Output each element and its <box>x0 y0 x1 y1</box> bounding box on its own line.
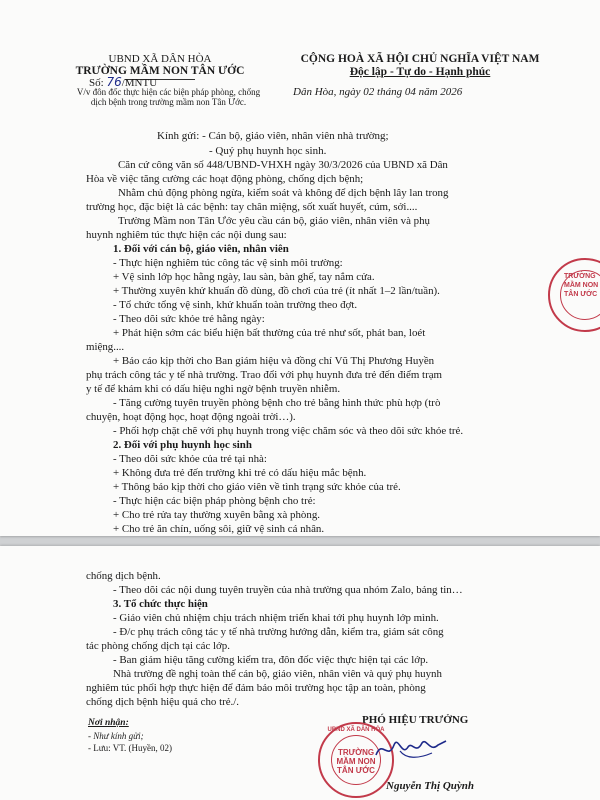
recipients-line-1: Kính gửi: - Cán bộ, giáo viên, nhân viên nhà trường; <box>157 130 389 142</box>
body-line: Nhà trường đề nghị toàn thể cán bộ, giáo viên, nhân viên và quý phụ huynh <box>113 668 442 680</box>
page2-content <box>0 546 600 800</box>
body-line: chuyện, hoạt động học, hoạt động ngoài trời…). <box>86 411 296 423</box>
issuer-school: TRƯỜNG MẦM NON TÂN ƯỚC <box>75 65 245 77</box>
handwritten-signature <box>372 731 452 767</box>
section-heading-3: 3. Tổ chức thực hiện <box>113 598 208 610</box>
issuer-header <box>56 53 264 77</box>
partial-stamp-text-1: TRƯỜNG <box>564 273 596 280</box>
stamp-arc-text: UBND XÃ DÂN HÒA <box>327 727 385 733</box>
body-line: - Tổ chức tổng vệ sinh, khử khuẩn toàn trường theo đợt. <box>113 299 358 311</box>
signer-position: PHÓ HIỆU TRƯỞNG <box>362 714 469 726</box>
body-line: + Vệ sinh lớp học hằng ngày, lau sàn, bàn ghế, tay nắm cửa. <box>113 271 375 283</box>
nation-motto: Độc lập - Tự do - Hạnh phúc <box>349 66 491 78</box>
national-header <box>280 53 560 79</box>
doc-subject: V/v đôn đốc thực hiện các biện pháp phòng, chống dịch bệnh trong trường mầm non Tân Ước. <box>76 87 261 107</box>
body-line: + Cho trẻ ăn chín, uống sôi, giữ vệ sinh cá nhân. <box>113 523 325 535</box>
body-line: - Thực hiện các biện pháp phòng bệnh cho trẻ: <box>113 495 316 507</box>
body-line: Hòa về việc tăng cường các hoạt động phòng, chống dịch bệnh; <box>86 173 364 185</box>
body-line: Nhằm chủ động phòng ngừa, kiểm soát và không để dịch bệnh lây lan trong <box>118 187 449 199</box>
body-line: chống dịch bệnh. <box>86 570 161 582</box>
signer-name: Nguyễn Thị Quỳnh <box>386 780 475 792</box>
partial-stamp-text-3: TÂN ƯỚC <box>564 291 598 298</box>
doc-number-prefix: Số: <box>89 77 104 89</box>
body-line: - Theo dõi sức khỏe của trẻ tại nhà: <box>113 453 267 465</box>
body-line: - Theo dõi các nội dung tuyên truyền của nhà trường qua nhóm Zalo, bảng tin… <box>113 584 463 596</box>
body-line: - Theo dõi sức khỏe trẻ hằng ngày: <box>113 313 265 325</box>
doc-number-suffix: /MNTU <box>121 77 158 89</box>
body-line: + Cho trẻ rửa tay thường xuyên bằng xà phòng. <box>113 509 320 521</box>
body-line: trường học, đặc biệt là các bệnh: tay chân miệng, sốt xuất huyết, cúm, sởi.... <box>86 201 418 213</box>
footer-recipients-title: Nơi nhận: <box>88 718 129 728</box>
body-line: nghiêm túc phối hợp thực hiện để đảm bảo môi trường học tập an toàn, phòng <box>86 682 426 694</box>
body-line: miệng.... <box>86 341 125 353</box>
section-heading-2: 2. Đối với phụ huynh học sinh <box>113 439 252 451</box>
doc-date: Dân Hòa, ngày 02 tháng 04 năm 2026 <box>293 86 463 98</box>
body-line: - Thực hiện nghiêm túc công tác vệ sinh môi trường: <box>113 257 343 269</box>
body-line: - Đ/c phụ trách công tác y tế nhà trường hướng dẫn, kiểm tra, giám sát công <box>113 626 444 638</box>
body-line: tác phòng chống dịch tại các lớp. <box>86 640 230 652</box>
nation-title: CỘNG HOÀ XÃ HỘI CHỦ NGHĨA VIỆT NAM <box>300 53 540 65</box>
stamp-line-3: TÂN ƯỚC <box>337 766 375 775</box>
body-line: Căn cứ công văn số 448/UBND-VHXH ngày 30/3/2026 của UBND xã Dân <box>118 159 448 171</box>
body-line: - Phối hợp chặt chẽ với phụ huynh trong việc chăm sóc và theo dõi sức khỏe trẻ. <box>113 425 464 437</box>
recipients-line-2: - Quý phụ huynh học sinh. <box>209 145 327 157</box>
body-line: + Không đưa trẻ đến trường khi trẻ có dấu hiệu mắc bệnh. <box>113 467 367 479</box>
body-line: + Thường xuyên khử khuẩn đồ dùng, đồ chơi của trẻ (ít nhất 1–2 lần/tuần). <box>113 285 440 297</box>
body-line: huynh nghiêm túc thực hiện các nội dung sau: <box>86 229 287 241</box>
stamp-line-1: TRƯỜNG <box>337 748 375 757</box>
body-line: phụ trách công tác y tế nhà trường. Trao đổi với phụ huynh đưa trẻ đến điểm trạm <box>86 369 443 381</box>
doc-number-handwritten: 76 <box>106 75 122 89</box>
body-line: - Giáo viên chủ nhiệm chịu trách nhiệm triển khai tới phụ huynh lớp mình. <box>113 612 439 624</box>
body-line: - Tăng cường tuyên truyền phòng bệnh cho trẻ bằng hình thức phù hợp (trò <box>113 397 441 409</box>
partial-stamp-text-2: MẦM NON <box>564 282 599 289</box>
body-line: - Ban giám hiệu tăng cường kiểm tra, đôn đốc việc thực hiện tại các lớp. <box>113 654 429 666</box>
body-line: chống dịch bệnh hiệu quả cho trẻ./. <box>86 696 240 708</box>
stamp-line-2: MẦM NON <box>336 757 376 766</box>
body-line: Trường Mầm non Tân Ước yêu cầu cán bộ, giáo viên, nhân viên và phụ <box>118 215 430 227</box>
footer-recipients-line-1: - Như kính gửi; <box>88 731 144 741</box>
body-line: + Thông báo kịp thời cho giáo viên về tình trạng sức khỏe của trẻ. <box>113 481 401 493</box>
body-line: + Phát hiện sớm các biểu hiện bất thường của trẻ như sốt, phát ban, loét <box>113 327 426 339</box>
partial-stamp <box>548 258 600 332</box>
section-heading-1: 1. Đối với cán bộ, giáo viên, nhân viên <box>113 243 289 255</box>
body-line: + Báo cáo kịp thời cho Ban giám hiệu và đồng chí Vũ Thị Phương Huyền <box>113 355 435 367</box>
body-line: y tế để khám khi có dấu hiệu nghi ngờ bệnh truyền nhiễm. <box>86 383 341 395</box>
issuer-org: UBND XÃ DÂN HÒA <box>108 53 212 65</box>
footer-recipients-line-2: - Lưu: VT. (Huyền, 02) <box>88 743 173 753</box>
